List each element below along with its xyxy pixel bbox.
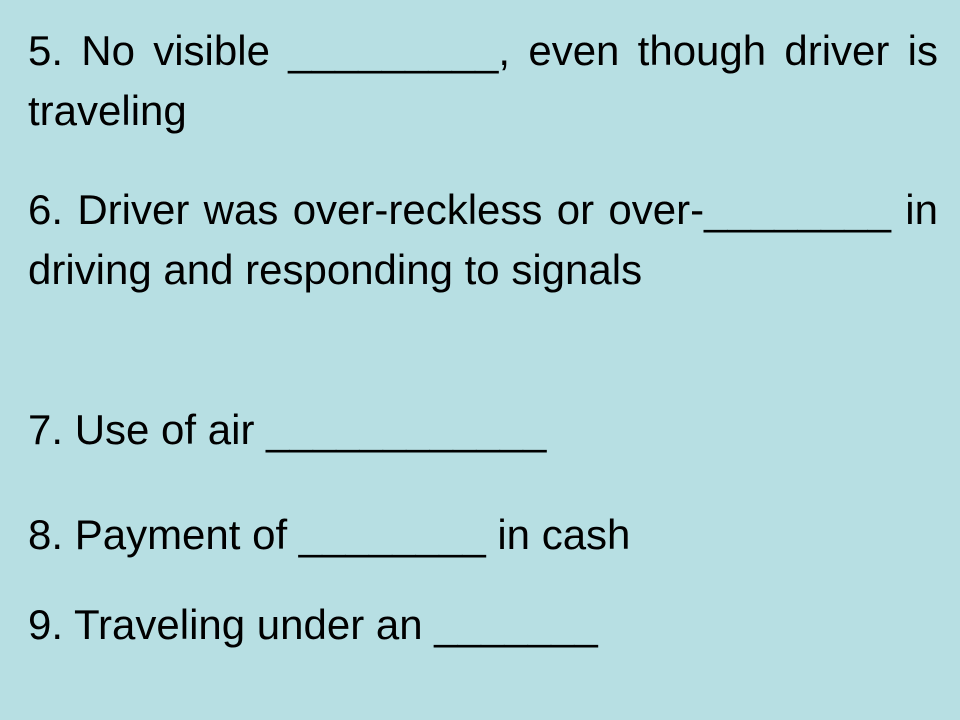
list-item-6: 6. Driver was over-reckless or over-________ in driving and responding to signals — [28, 186, 938, 293]
list-item-5: 5. No visible _________, even though driver is traveling — [28, 27, 938, 134]
list-item-8: 8. Payment of ________ in cash — [28, 511, 631, 558]
list-item-7: 7. Use of air ____________ — [28, 406, 547, 453]
list-item-9: 9. Traveling under an _______ — [28, 601, 598, 648]
